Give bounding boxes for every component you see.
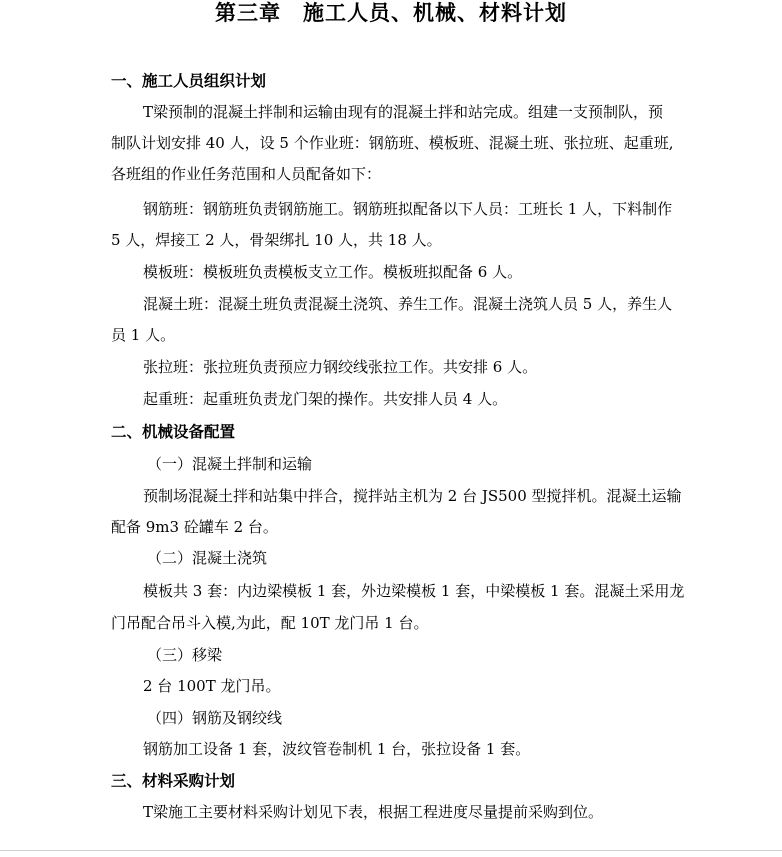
page-bottom-divider (0, 850, 782, 851)
paragraph-line: 模板班：模板班负责模板支立工作。模板班拟配备 6 人。 (143, 263, 523, 281)
chapter-title: 第三章 施工人员、机械、材料计划 (215, 1, 567, 25)
paragraph-line: 制队计划安排 40 人，设 5 个作业班：钢筋班、模板班、混凝土班、张拉班、起重班, (111, 134, 674, 152)
paragraph-line: 张拉班：张拉班负责预应力钢绞线张拉工作。共安排 6 人。 (143, 358, 538, 376)
paragraph-line: 各班组的作业任务范围和人员配备如下： (111, 165, 382, 183)
paragraph-line: 2 台 100T 龙门吊。 (143, 677, 281, 695)
paragraph-line: T梁施工主要材料采购计划见下表，根据工程进度尽量提前采购到位。 (143, 803, 604, 821)
paragraph-line: 5 人，焊接工 2 人，骨架绑扎 10 人，共 18 人。 (111, 231, 442, 249)
section-heading-personnel: 一、施工人员组织计划 (111, 72, 267, 90)
paragraph-line: 门吊配合吊斗入模,为此，配 10T 龙门吊 1 台。 (111, 614, 429, 632)
paragraph-line: 员 1 人。 (111, 326, 176, 344)
section-heading-equipment: 二、机械设备配置 (111, 423, 236, 441)
section-heading-materials: 三、材料采购计划 (111, 772, 236, 790)
subsection-label: （一）混凝土拌制和运输 (147, 455, 313, 473)
subsection-label: （四）钢筋及钢绞线 (147, 709, 283, 727)
paragraph-line: 模板共 3 套：内边梁模板 1 套，外边梁模板 1 套，中梁模板 1 套。混凝土采用龙 (143, 582, 685, 600)
subsection-label: （三）移梁 (147, 646, 223, 664)
paragraph-line: 混凝土班：混凝土班负责混凝土浇筑、养生工作。混凝土浇筑人员 5 人，养生人 (143, 295, 673, 313)
subsection-label: （二）混凝土浇筑 (147, 549, 268, 567)
paragraph-line: 预制场混凝土拌和站集中拌合，搅拌站主机为 2 台 JS500 型搅拌机。混凝土运输 (143, 487, 682, 505)
paragraph-line: 配备 9m3 砼罐车 2 台。 (111, 518, 278, 536)
paragraph-line: T梁预制的混凝土拌制和运输由现有的混凝土拌和站完成。组建一支预制队，预 (143, 103, 664, 121)
paragraph-line: 钢筋班：钢筋班负责钢筋施工。钢筋班拟配备以下人员：工班长 1 人，下料制作 (143, 200, 673, 218)
paragraph-line: 起重班：起重班负责龙门架的操作。共安排人员 4 人。 (143, 390, 508, 408)
paragraph-line: 钢筋加工设备 1 套，波纹管卷制机 1 台，张拉设备 1 套。 (143, 740, 531, 758)
